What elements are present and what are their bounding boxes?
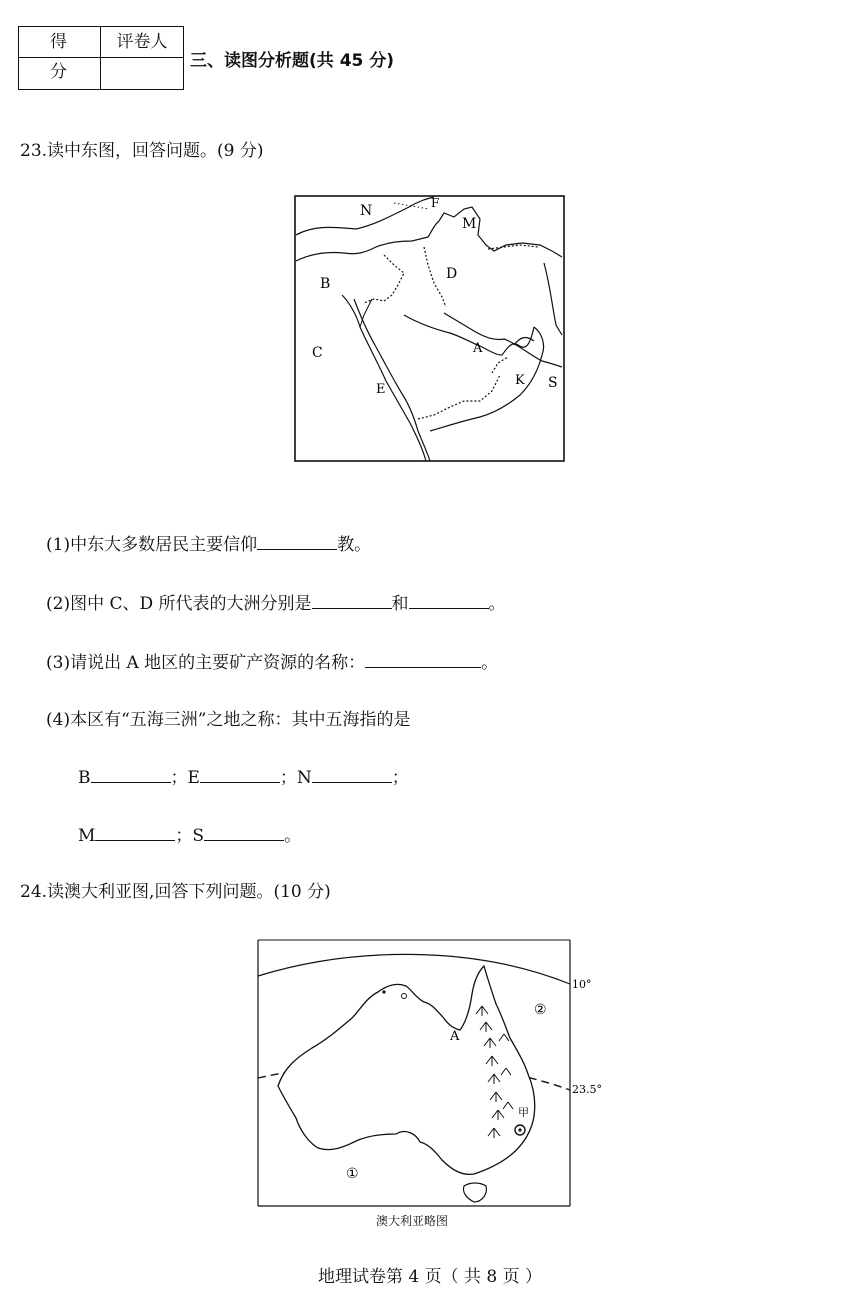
score-table (18, 26, 184, 90)
city-jia-dot (518, 1128, 521, 1131)
question-23-title: 23.读中东图，回答问题。(9 分) (20, 141, 264, 161)
question-23-part-4: (4)本区有“五海三洲”之地之称：其中五海指的是 (46, 710, 411, 730)
island (382, 990, 385, 993)
map-caption: 澳大利亚略图 (376, 1214, 449, 1228)
question-23-part-2 (46, 589, 506, 614)
map-label-F: F (431, 196, 440, 210)
question-23-part-4-line-2 (78, 821, 301, 846)
australia-map (256, 938, 606, 1210)
label-N: ；N (279, 768, 312, 788)
answer-blank-E[interactable] (200, 766, 280, 783)
grader-header: 评卷人 (101, 27, 183, 58)
separator: ； (391, 768, 409, 788)
map-label-A: A (473, 341, 483, 356)
map-label-N: N (360, 203, 373, 219)
part-1-end: 教。 (337, 535, 372, 555)
label-M: M (78, 826, 96, 846)
label-jia: 甲 (518, 1106, 529, 1119)
answer-blank-M[interactable] (95, 824, 175, 841)
middle-east-map (294, 195, 566, 463)
answer-blank-2b[interactable] (409, 592, 489, 609)
answer-blank-2a[interactable] (312, 592, 392, 609)
map-label-M: M (462, 216, 477, 232)
tasmania-outline (463, 1183, 486, 1202)
question-23-part-3 (46, 648, 498, 673)
label-ocean-1: ① (346, 1166, 359, 1182)
answer-blank-B[interactable] (91, 766, 171, 783)
page-footer: 地理试卷第 4 页（ 共 8 页 ） (317, 1267, 543, 1287)
question-23-part-4-line-1 (78, 763, 409, 788)
part-2-mid: 和 (391, 594, 409, 614)
map-label-C: C (312, 345, 323, 361)
map-label-D: D (446, 266, 458, 282)
label-B: B (78, 768, 91, 788)
answer-blank-3[interactable] (365, 651, 481, 668)
answer-blank-1[interactable] (257, 533, 337, 550)
label-ocean-2: ② (534, 1002, 547, 1018)
label-E: ；E (170, 768, 200, 788)
map-label-K: K (515, 373, 525, 388)
part-4-end: 。 (284, 826, 302, 846)
score-cell[interactable] (19, 58, 101, 89)
question-24-title: 24.读澳大利亚图,回答下列问题。(10 分) (20, 882, 331, 902)
grader-cell[interactable] (101, 58, 183, 89)
label-latitude-10: 10° (572, 978, 592, 991)
map-label-E: E (376, 382, 386, 397)
part-2-text: (2)图中 C、D 所代表的大洲分别是 (46, 594, 312, 614)
score-header: 得 分 (19, 27, 101, 58)
question-23-part-1 (46, 530, 371, 555)
section-title: 三、读图分析题(共 45 分) (190, 51, 395, 71)
answer-blank-S[interactable] (204, 824, 284, 841)
answer-blank-N[interactable] (312, 766, 392, 783)
label-A: A (450, 1029, 460, 1044)
map-label-B: B (320, 276, 331, 292)
part-2-end: 。 (488, 594, 506, 614)
label-S: ；S (175, 826, 205, 846)
latitude-10-line (258, 954, 570, 984)
map-label-S: S (548, 375, 558, 391)
label-latitude-23-5: 23.5° (572, 1083, 602, 1096)
part-1-text: (1)中东大多数居民主要信仰 (46, 535, 258, 555)
part-3-end: 。 (481, 653, 499, 673)
part-3-text: (3)请说出 A 地区的主要矿产资源的名称： (46, 653, 366, 673)
